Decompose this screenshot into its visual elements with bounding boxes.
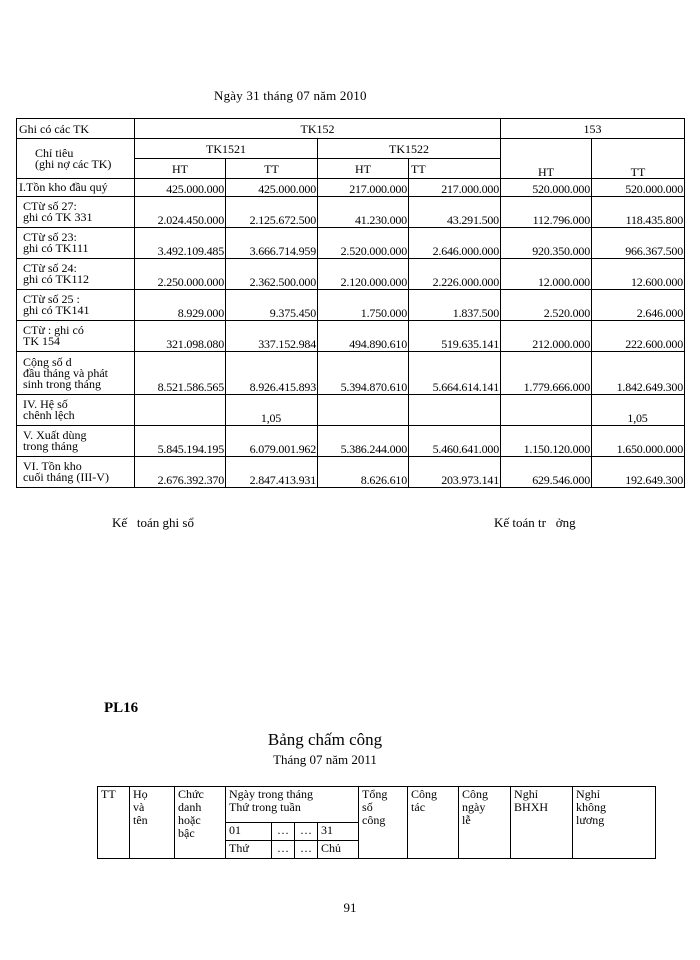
header-ghi-co: Ghi có các TK xyxy=(17,119,135,139)
value-cell: 3.492.109.485 xyxy=(135,228,226,259)
table-row xyxy=(17,228,685,259)
col-ho-ten: Họ và tên xyxy=(130,787,175,859)
value-cell: 192.649.300 xyxy=(592,457,685,488)
sub-header-153-ht: HT xyxy=(501,139,592,179)
value-cell: 217.000.000 xyxy=(409,179,501,197)
value-cell: 118.435.800 xyxy=(592,197,685,228)
value-cell: 425.000.000 xyxy=(226,179,318,197)
value-cell: 920.350.000 xyxy=(501,228,592,259)
value-cell: 1.842.649.300 xyxy=(592,352,685,395)
table-row xyxy=(17,426,685,457)
value-cell: 43.291.500 xyxy=(409,197,501,228)
value-cell: 217.000.000 xyxy=(318,179,409,197)
row-label: CTừ số 25 : ghi có TK141 xyxy=(17,290,135,321)
sub-header-1521-tt: TT xyxy=(226,159,318,179)
value-cell: 8.521.586.565 xyxy=(135,352,226,395)
value-cell: 2.520.000 xyxy=(501,290,592,321)
value-cell: 2.520.000.000 xyxy=(318,228,409,259)
row-label: CTừ số 27: ghi có TK 331 xyxy=(17,197,135,228)
value-cell: 5.460.641.000 xyxy=(409,426,501,457)
value-cell: 1.750.000 xyxy=(318,290,409,321)
page-subtitle: Tháng 07 năm 2011 xyxy=(273,752,377,767)
value-cell: 212.000.000 xyxy=(501,321,592,352)
page-title: Bảng chấm công xyxy=(267,730,383,749)
sub-header-1522-tt: TT xyxy=(409,159,501,179)
header-row-1 xyxy=(17,119,685,139)
table-row xyxy=(17,457,685,488)
col-chuc-danh: Chức danh hoặc bậc xyxy=(175,787,226,859)
header-153: 153 xyxy=(501,119,685,139)
col-ngay-trong-thang: Ngày trong tháng Thứ trong tuần xyxy=(226,787,359,823)
value-cell: 519.635.141 xyxy=(409,321,501,352)
page-number: 91 xyxy=(343,900,357,915)
table-row xyxy=(17,179,685,197)
row-label: CTừ số 23: ghi có TK111 xyxy=(17,228,135,259)
table-row xyxy=(17,352,685,395)
header-tk1521: TK1521 xyxy=(135,139,318,159)
value-cell: 2.676.392.370 xyxy=(135,457,226,488)
table-row xyxy=(17,259,685,290)
value-cell: 1.779.666.000 xyxy=(501,352,592,395)
value-cell: 1,05 xyxy=(592,395,685,426)
col-nghi-bhxh: Nghỉ BHXH xyxy=(511,787,573,859)
col-cong-tac: Công tác xyxy=(408,787,459,859)
value-cell xyxy=(135,395,226,426)
value-cell: 6.079.001.962 xyxy=(226,426,318,457)
value-cell: 2.847.413.931 xyxy=(226,457,318,488)
row-label: V. Xuất dùng trong tháng xyxy=(17,426,135,457)
col-tt: TT xyxy=(98,787,130,859)
header-row-2 xyxy=(17,139,685,159)
appendix-label: PL16 xyxy=(104,700,139,716)
value-cell xyxy=(318,395,409,426)
value-cell: 321.098.080 xyxy=(135,321,226,352)
header-tk1522: TK1522 xyxy=(318,139,501,159)
value-cell: 8.626.610 xyxy=(318,457,409,488)
value-cell: 5.394.870.610 xyxy=(318,352,409,395)
value-cell xyxy=(409,395,501,426)
value-cell: 3.666.714.959 xyxy=(226,228,318,259)
value-cell: 1,05 xyxy=(226,395,318,426)
row-label: CTừ : ghi có TK 154 xyxy=(17,321,135,352)
row-label: Cộng số d đầu tháng và phát sinh trong tháng xyxy=(17,352,135,395)
col-nghi-khong-luong: Nghỉ không lương xyxy=(573,787,656,859)
value-cell: 2.125.672.500 xyxy=(226,197,318,228)
value-cell: 2.362.500.000 xyxy=(226,259,318,290)
sub-header-1521-ht: HT xyxy=(135,159,226,179)
value-cell: 5.386.244.000 xyxy=(318,426,409,457)
row-label: I.Tồn kho đầu quý xyxy=(17,179,135,197)
weekday-first: Thứ xyxy=(226,841,272,859)
value-cell: 494.890.610 xyxy=(318,321,409,352)
value-cell: 222.600.000 xyxy=(592,321,685,352)
signature-chief-accountant: Kế toán tr ởng xyxy=(494,515,576,530)
value-cell: 2.250.000.000 xyxy=(135,259,226,290)
weekday-last: Chủ xyxy=(318,841,359,859)
sub-header-153-tt: TT xyxy=(592,139,685,179)
material-summary-table xyxy=(16,118,685,488)
value-cell: 8.929.000 xyxy=(135,290,226,321)
value-cell: 966.367.500 xyxy=(592,228,685,259)
day-first: 01 xyxy=(226,823,272,841)
value-cell: 112.796.000 xyxy=(501,197,592,228)
value-cell: 2.646.000.000 xyxy=(409,228,501,259)
header-tk152: TK152 xyxy=(135,119,501,139)
value-cell: 520.000.000 xyxy=(592,179,685,197)
col-cong-ngay-le: Công ngày lễ xyxy=(459,787,511,859)
value-cell: 203.973.141 xyxy=(409,457,501,488)
value-cell: 12.600.000 xyxy=(592,259,685,290)
table-row xyxy=(17,290,685,321)
sub-header-1522-ht: HT xyxy=(318,159,409,179)
value-cell: 2.024.450.000 xyxy=(135,197,226,228)
col-tong-so-cong: Tổng số công xyxy=(359,787,408,859)
value-cell: 629.546.000 xyxy=(501,457,592,488)
timesheet-table xyxy=(97,786,656,859)
row-label: IV. Hệ số chênh lệch xyxy=(17,395,135,426)
value-cell: 425.000.000 xyxy=(135,179,226,197)
row-label: CTừ số 24: ghi có TK112 xyxy=(17,259,135,290)
value-cell: 8.926.415.893 xyxy=(226,352,318,395)
value-cell: 2.226.000.000 xyxy=(409,259,501,290)
header-chi-tieu: Chỉ tiêu (ghi nợ các TK) xyxy=(17,139,135,179)
value-cell: 1.150.120.000 xyxy=(501,426,592,457)
value-cell: 12.000.000 xyxy=(501,259,592,290)
table-row xyxy=(17,395,685,426)
day-ellipsis-2: … xyxy=(295,823,318,841)
value-cell: 5.845.194.195 xyxy=(135,426,226,457)
value-cell: 9.375.450 xyxy=(226,290,318,321)
value-cell: 1.650.000.000 xyxy=(592,426,685,457)
value-cell: 520.000.000 xyxy=(501,179,592,197)
row-label: VI. Tồn kho cuối tháng (III-V) xyxy=(17,457,135,488)
signature-accountant: Kế toán ghi sổ xyxy=(112,515,194,530)
weekday-ellipsis-2: … xyxy=(295,841,318,859)
value-cell: 337.152.984 xyxy=(226,321,318,352)
value-cell: 1.837.500 xyxy=(409,290,501,321)
value-cell: 2.646.000 xyxy=(592,290,685,321)
weekday-ellipsis-1: … xyxy=(272,841,295,859)
value-cell: 5.664.614.141 xyxy=(409,352,501,395)
value-cell xyxy=(501,395,592,426)
table-row xyxy=(17,197,685,228)
table-row xyxy=(17,321,685,352)
day-last: 31 xyxy=(318,823,359,841)
table-body xyxy=(17,179,685,488)
date-line: Ngày 31 tháng 07 năm 2010 xyxy=(214,88,367,103)
value-cell: 41.230.000 xyxy=(318,197,409,228)
day-ellipsis-1: … xyxy=(272,823,295,841)
value-cell: 2.120.000.000 xyxy=(318,259,409,290)
